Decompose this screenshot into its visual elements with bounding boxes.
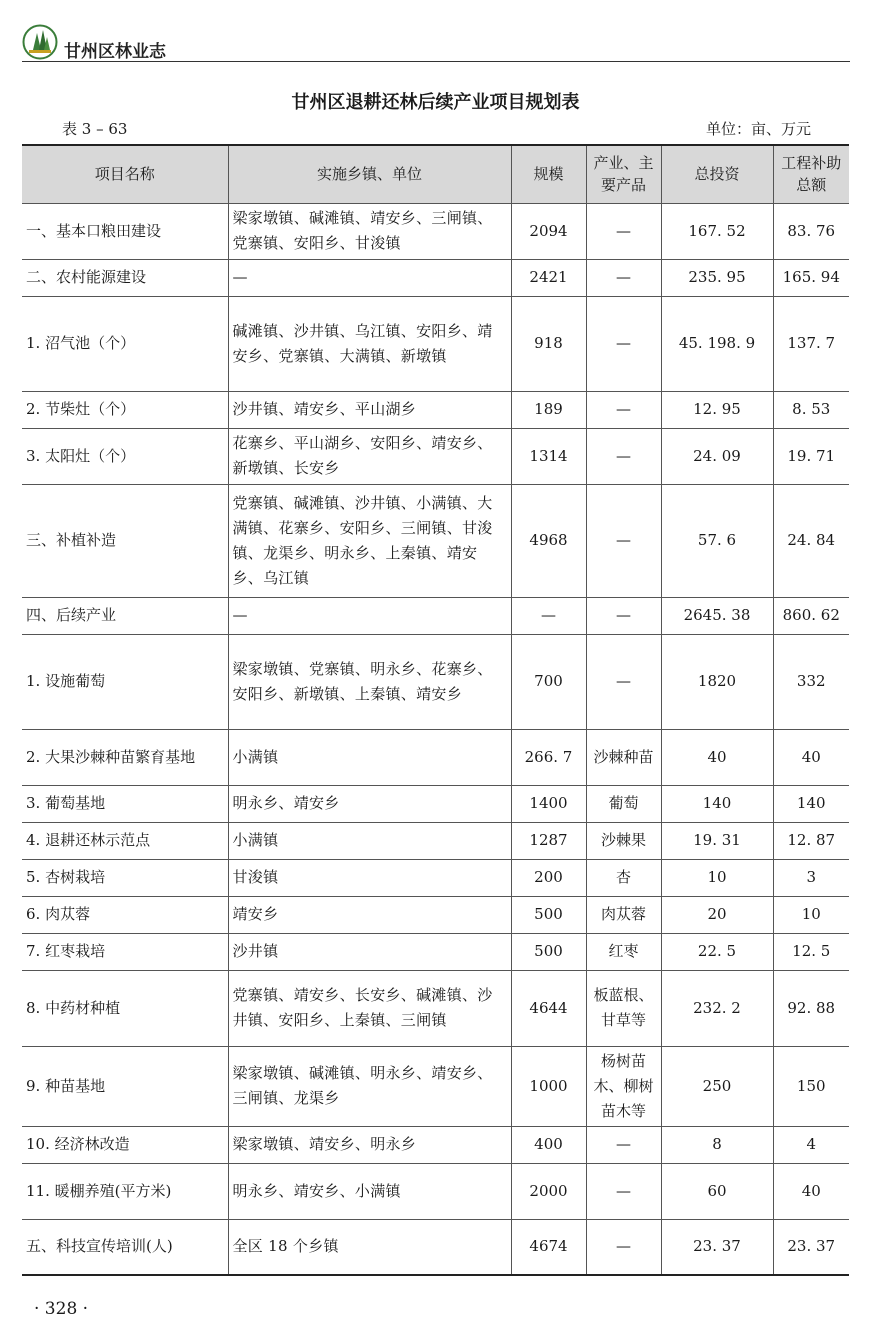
cell-towns: 梁家墩镇、碱滩镇、靖安乡、三闸镇、党寨镇、安阳乡、甘浚镇 xyxy=(228,203,511,259)
cell-subsidy: 12. 87 xyxy=(773,822,849,859)
cell-towns: 明永乡、靖安乡、小满镇 xyxy=(228,1163,511,1219)
cell-product: 板蓝根、甘草等 xyxy=(586,970,661,1046)
table-row xyxy=(22,859,849,896)
cell-name: 5. 杏树栽培 xyxy=(22,859,228,896)
cell-subsidy: 150 xyxy=(773,1046,849,1126)
column-header: 工程补助总额 xyxy=(773,145,849,203)
cell-subsidy: 4 xyxy=(773,1126,849,1163)
cell-product: — xyxy=(586,296,661,391)
cell-name: 3. 葡萄基地 xyxy=(22,785,228,822)
cell-subsidy: 860. 62 xyxy=(773,597,849,634)
cell-scale: 4644 xyxy=(511,970,586,1046)
cell-product: — xyxy=(586,1163,661,1219)
cell-towns: 明永乡、靖安乡 xyxy=(228,785,511,822)
table-row xyxy=(22,729,849,785)
cell-towns: 小满镇 xyxy=(228,729,511,785)
cell-product: — xyxy=(586,1126,661,1163)
cell-scale: 2094 xyxy=(511,203,586,259)
cell-name: 10. 经济林改造 xyxy=(22,1126,228,1163)
cell-subsidy: 24. 84 xyxy=(773,484,849,597)
project-plan-table xyxy=(22,144,849,1276)
table-title: 甘州区退耕还林后续产业项目规划表 xyxy=(291,92,580,113)
cell-towns: 花寨乡、平山湖乡、安阳乡、靖安乡、新墩镇、长安乡 xyxy=(228,428,511,484)
table-row xyxy=(22,1046,849,1126)
cell-subsidy: 83. 76 xyxy=(773,203,849,259)
cell-scale: 4968 xyxy=(511,484,586,597)
table-row xyxy=(22,597,849,634)
table-row xyxy=(22,428,849,484)
cell-name: 7. 红枣栽培 xyxy=(22,933,228,970)
column-header: 产业、主要产品 xyxy=(586,145,661,203)
cell-name: 8. 中药材种植 xyxy=(22,970,228,1046)
table-row xyxy=(22,259,849,296)
cell-scale: — xyxy=(511,597,586,634)
cell-scale: 1287 xyxy=(511,822,586,859)
cell-subsidy: 165. 94 xyxy=(773,259,849,296)
cell-name: 4. 退耕还林示范点 xyxy=(22,822,228,859)
cell-towns: 碱滩镇、沙井镇、乌江镇、安阳乡、靖安乡、党寨镇、大满镇、新墩镇 xyxy=(228,296,511,391)
table-row xyxy=(22,1126,849,1163)
table-row xyxy=(22,296,849,391)
cell-name: 一、基本口粮田建设 xyxy=(22,203,228,259)
cell-scale: 400 xyxy=(511,1126,586,1163)
cell-towns: — xyxy=(228,259,511,296)
cell-scale: 189 xyxy=(511,391,586,428)
cell-scale: 2421 xyxy=(511,259,586,296)
table-row xyxy=(22,203,849,259)
cell-investment: 23. 37 xyxy=(661,1219,773,1275)
cell-subsidy: 3 xyxy=(773,859,849,896)
cell-towns: 党寨镇、碱滩镇、沙井镇、小满镇、大满镇、花寨乡、安阳乡、三闸镇、甘浚镇、龙渠乡、明永乡、上秦镇、靖安乡、乌江镇 xyxy=(228,484,511,597)
cell-name: 6. 肉苁蓉 xyxy=(22,896,228,933)
cell-investment: 40 xyxy=(661,729,773,785)
cell-investment: 8 xyxy=(661,1126,773,1163)
cell-investment: 1820 xyxy=(661,634,773,729)
table-row xyxy=(22,785,849,822)
cell-name: 2. 大果沙棘种苗繁育基地 xyxy=(22,729,228,785)
cell-product: — xyxy=(586,391,661,428)
page-number: · 328 · xyxy=(34,1299,89,1319)
cell-subsidy: 92. 88 xyxy=(773,970,849,1046)
table-row xyxy=(22,1219,849,1275)
cell-name: 9. 种苗基地 xyxy=(22,1046,228,1126)
cell-investment: 22. 5 xyxy=(661,933,773,970)
cell-subsidy: 40 xyxy=(773,1163,849,1219)
cell-product: 沙棘果 xyxy=(586,822,661,859)
cell-scale: 266. 7 xyxy=(511,729,586,785)
cell-name: 1. 设施葡萄 xyxy=(22,634,228,729)
cell-scale: 1400 xyxy=(511,785,586,822)
cell-product: 沙棘种苗 xyxy=(586,729,661,785)
cell-product: 杨树苗木、柳树苗木等 xyxy=(586,1046,661,1126)
cell-scale: 1000 xyxy=(511,1046,586,1126)
table-row xyxy=(22,484,849,597)
cell-product: — xyxy=(586,597,661,634)
cell-subsidy: 8. 53 xyxy=(773,391,849,428)
forest-trees-icon xyxy=(22,24,58,60)
cell-product: — xyxy=(586,484,661,597)
cell-product: — xyxy=(586,1219,661,1275)
cell-towns: 靖安乡 xyxy=(228,896,511,933)
cell-subsidy: 137. 7 xyxy=(773,296,849,391)
cell-name: 11. 暖棚养殖(平方米) xyxy=(22,1163,228,1219)
cell-name: 3. 太阳灶（个） xyxy=(22,428,228,484)
cell-towns: 小满镇 xyxy=(228,822,511,859)
cell-product: — xyxy=(586,428,661,484)
column-header: 实施乡镇、单位 xyxy=(228,145,511,203)
cell-investment: 60 xyxy=(661,1163,773,1219)
unit-label: 单位：亩、万元 xyxy=(705,120,811,138)
header-divider xyxy=(22,61,850,62)
cell-subsidy: 40 xyxy=(773,729,849,785)
cell-scale: 2000 xyxy=(511,1163,586,1219)
cell-scale: 700 xyxy=(511,634,586,729)
table-row xyxy=(22,391,849,428)
cell-towns: 党寨镇、靖安乡、长安乡、碱滩镇、沙井镇、安阳乡、上秦镇、三闸镇 xyxy=(228,970,511,1046)
table-row xyxy=(22,822,849,859)
table-row xyxy=(22,896,849,933)
column-header: 总投资 xyxy=(661,145,773,203)
column-header: 规模 xyxy=(511,145,586,203)
table-header-row xyxy=(22,145,849,203)
cell-product: 红枣 xyxy=(586,933,661,970)
table-row xyxy=(22,634,849,729)
column-header: 项目名称 xyxy=(22,145,228,203)
cell-subsidy: 10 xyxy=(773,896,849,933)
cell-towns: 甘浚镇 xyxy=(228,859,511,896)
cell-towns: 梁家墩镇、党寨镇、明永乡、花寨乡、安阳乡、新墩镇、上秦镇、靖安乡 xyxy=(228,634,511,729)
cell-product: — xyxy=(586,203,661,259)
cell-scale: 918 xyxy=(511,296,586,391)
table-row xyxy=(22,1163,849,1219)
cell-product: 杏 xyxy=(586,859,661,896)
cell-investment: 235. 95 xyxy=(661,259,773,296)
cell-subsidy: 12. 5 xyxy=(773,933,849,970)
book-title: 甘州区林业志 xyxy=(64,42,166,62)
cell-towns: 全区 18 个乡镇 xyxy=(228,1219,511,1275)
cell-investment: 19. 31 xyxy=(661,822,773,859)
cell-name: 1. 沼气池（个） xyxy=(22,296,228,391)
cell-product: 葡萄 xyxy=(586,785,661,822)
cell-product: — xyxy=(586,259,661,296)
cell-towns: 沙井镇 xyxy=(228,933,511,970)
cell-investment: 10 xyxy=(661,859,773,896)
cell-name: 四、后续产业 xyxy=(22,597,228,634)
cell-name: 2. 节柴灶（个） xyxy=(22,391,228,428)
cell-scale: 200 xyxy=(511,859,586,896)
cell-name: 三、补植补造 xyxy=(22,484,228,597)
table-number: 表 3 – 63 xyxy=(62,120,128,138)
cell-towns: 梁家墩镇、靖安乡、明永乡 xyxy=(228,1126,511,1163)
cell-investment: 45. 198. 9 xyxy=(661,296,773,391)
cell-investment: 24. 09 xyxy=(661,428,773,484)
cell-investment: 57. 6 xyxy=(661,484,773,597)
cell-towns: 梁家墩镇、碱滩镇、明永乡、靖安乡、三闸镇、龙渠乡 xyxy=(228,1046,511,1126)
cell-name: 二、农村能源建设 xyxy=(22,259,228,296)
cell-subsidy: 332 xyxy=(773,634,849,729)
cell-investment: 167. 52 xyxy=(661,203,773,259)
cell-subsidy: 140 xyxy=(773,785,849,822)
cell-subsidy: 19. 71 xyxy=(773,428,849,484)
cell-towns: — xyxy=(228,597,511,634)
cell-investment: 2645. 38 xyxy=(661,597,773,634)
cell-towns: 沙井镇、靖安乡、平山湖乡 xyxy=(228,391,511,428)
cell-scale: 500 xyxy=(511,896,586,933)
cell-investment: 232. 2 xyxy=(661,970,773,1046)
table-row xyxy=(22,970,849,1046)
cell-investment: 20 xyxy=(661,896,773,933)
cell-product: — xyxy=(586,634,661,729)
cell-product: 肉苁蓉 xyxy=(586,896,661,933)
page-header xyxy=(22,24,852,62)
cell-scale: 1314 xyxy=(511,428,586,484)
cell-subsidy: 23. 37 xyxy=(773,1219,849,1275)
cell-scale: 500 xyxy=(511,933,586,970)
cell-investment: 12. 95 xyxy=(661,391,773,428)
cell-scale: 4674 xyxy=(511,1219,586,1275)
cell-name: 五、科技宣传培训(人) xyxy=(22,1219,228,1275)
cell-investment: 140 xyxy=(661,785,773,822)
table-row xyxy=(22,933,849,970)
cell-investment: 250 xyxy=(661,1046,773,1126)
